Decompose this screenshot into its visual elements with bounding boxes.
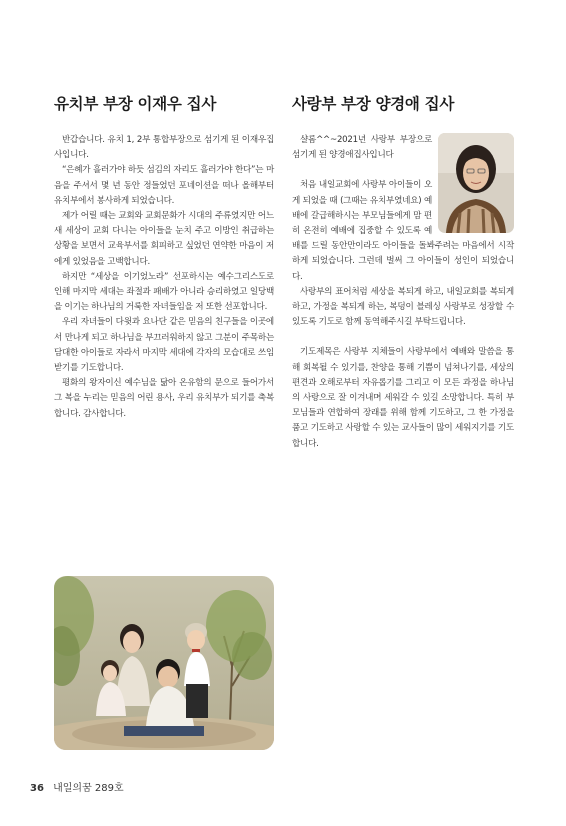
right-paragraph: 기도제목은 사랑부 지체들이 사랑부에서 예배와 말씀을 통해 회복될 수 있기를, 찬양을 통해 기쁨이 넘쳐나기를, 세상의 편견과 오해로부터 자유롭기를 그리고 이 모든 과정을 하나님의 사랑으로 잘 이겨내며 세워갈 수 있길 소망합니다. 특히 부모님들과 연합하여 장래를 위해 함께 기도하고, 그 한 가정을 품고 기도하고 사랑할 수 있는 교사들이 많이 세워지기를 기도합니다. [292,347,514,449]
family-photo [54,576,274,750]
left-paragraph: 하지만 “세상을 이기었노라” 선포하시는 예수그리스도로 인해 마지막 세대는 좌절과 패배가 아니라 승리하였고 일당백을 이기는 하나님의 거룩한 자녀들임을 저 또한 선포합니다. [54,271,274,313]
page-number: 36 [30,783,44,794]
right-article-body [292,133,514,452]
right-article [292,92,514,452]
left-article [54,92,274,422]
portrait-photo [438,133,514,233]
left-article-title: 유치부 부장 이재우 집사 [54,95,217,113]
right-paragraph: 사랑부의 표어처럼 세상을 복되게 하고, 내일교회를 복되게 하고, 가정을 복되게 하는, 복덩이 블레싱 사랑부로 성장할 수 있도록 기도로 함께 동역해주시길 부탁드립니다. [292,286,514,328]
left-paragraph: 반갑습니다. 유치 1, 2부 통합부장으로 섬기게 된 이재우집사입니다. [54,135,274,161]
page-footer [30,779,124,794]
left-article-body [54,133,274,422]
right-paragraph: 처음 내일교회에 사랑부 아이들이 오게 되었을 때 (그때는 유치부였네요) 예배에 갈급해하시는 부모님들에게 맘 편히 온전히 예배에 집중할 수 있도록 예배를 드릴 동안만이라도 아이들을 돌봐주려는 마음에서 시작하게 되었습니다. 그런데 벌써 그 아이들이 성인이 되었습니다. [292,180,514,282]
right-article-title: 사랑부 부장 양경애 집사 [292,95,455,113]
right-paragraph: 샬롬^^~2021년 사랑부 부장으로 섬기게 된 양경애집사입니다 [292,135,432,161]
left-paragraph: 우리 자녀들이 다윗과 요나단 같은 믿음의 친구들을 이곳에서 만나게 되고 하나님을 부끄러워하지 않고 그분이 주목하는 담대한 아이들로 자라서 마지막 세대에 각자의 모습대로 쓰임 받기를 기도합니다. [54,317,274,374]
right-paragraph-break [292,330,514,345]
left-paragraph: 제가 어릴 때는 교회와 교회문화가 시대의 주류였지만 어느새 세상이 교회 다니는 아이들을 눈치 주고 이방인 취급하는 상황을 보면서 교육부서를 회피하고 싶었던 연약한 마음이 저에게 있었음을 고백합니다. [54,211,274,267]
publication-name: 내일의꿈 289호 [53,783,124,794]
left-paragraph: “은혜가 흘러가야 하듯 섬김의 자리도 흘러가야 한다”는 마음을 주셔서 몇 년 동안 정들었던 포네이션을 떠나 올해부터 유치부에서 봉사하게 되었습니다. [54,165,274,206]
left-paragraph: 평화의 왕자이신 예수님을 닮아 온유함의 문으로 들어가서 그 복을 누리는 믿음의 어린 용사, 우리 유치부가 되기를 축복합니다. 감사합니다. [54,378,274,419]
